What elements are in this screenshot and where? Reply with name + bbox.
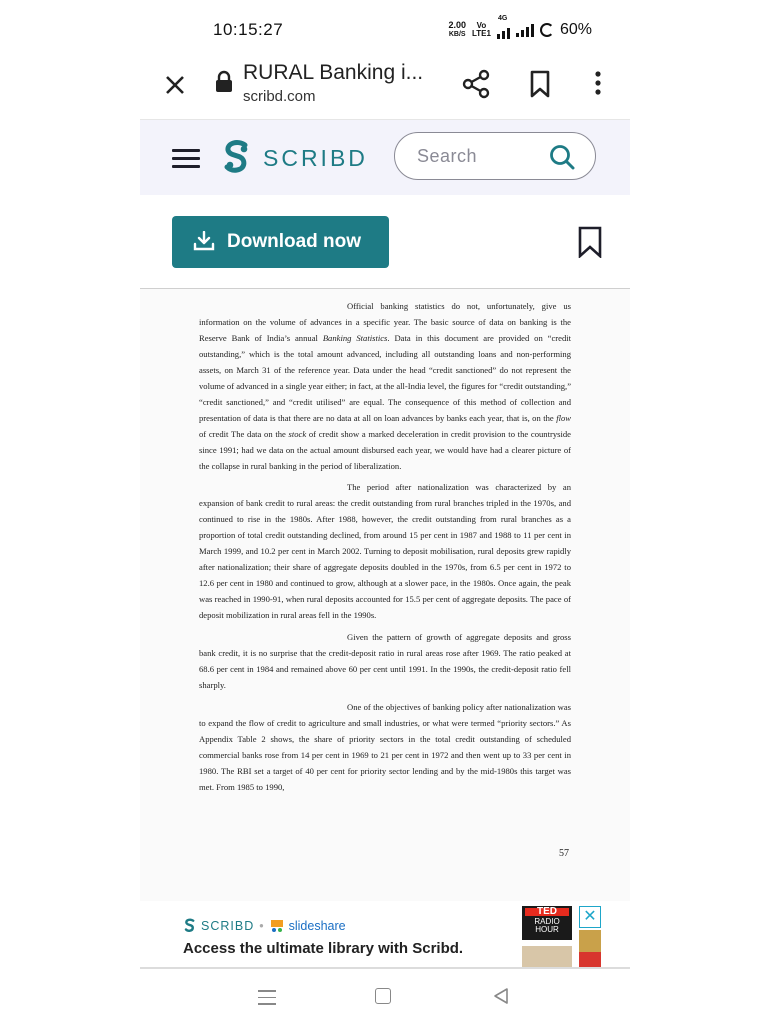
ad-thumbnail xyxy=(579,952,601,968)
ad-headline: Access the ultimate library with Scribd. xyxy=(183,940,464,957)
right-margin xyxy=(630,0,768,1024)
scribd-small-logo-icon xyxy=(184,918,196,933)
home-icon[interactable] xyxy=(375,988,391,1004)
phone-screen xyxy=(140,0,630,1024)
document-paragraph xyxy=(199,480,571,624)
italic-text: Banking Statistics xyxy=(322,332,388,343)
ad-thumbnail xyxy=(522,946,572,968)
volte-indicator: Vo LTE1 xyxy=(472,21,491,38)
bookmark-icon[interactable] xyxy=(524,68,556,100)
recent-apps-icon[interactable] xyxy=(258,990,276,1010)
paragraph-text: Given the pattern of growth of aggregate deposits and gross bank credit, it is no surprise that the credit-deposit ratio in rural areas rose after 1969. The ratio peaked at 68.6 per cent in 1984 and remained above 60 per cent until 1991. In the 1990s, the credit-deposit ratio fell sharply. xyxy=(199,632,571,690)
ad-banner[interactable] xyxy=(168,906,604,968)
paragraph-text: of credit show a marked deceleration in credit provision to the countryside since 1991; had we data on the actual amount disbursed each year, we would have had a clearer picture of the collapse in rural banking in the period of liberalization. xyxy=(199,428,571,471)
download-now-button[interactable] xyxy=(172,216,389,268)
close-icon xyxy=(164,74,186,96)
scribd-header xyxy=(140,120,630,195)
scribd-logo-icon[interactable] xyxy=(222,140,252,174)
italic-text: stock xyxy=(288,428,307,439)
network-speed: 2.00 KB/S xyxy=(448,20,466,38)
document-page xyxy=(140,289,630,901)
cell-signal-icon xyxy=(516,23,534,37)
slideshare-logo-icon xyxy=(270,919,284,933)
italic-text: flow xyxy=(556,412,571,423)
battery-icon xyxy=(540,23,554,37)
document-text xyxy=(199,299,571,802)
ted-radio-hour-thumbnail: TED RADIO HOUR xyxy=(522,906,572,940)
back-icon[interactable] xyxy=(492,987,510,1005)
scribd-logo-text[interactable]: SCRIBD xyxy=(263,145,368,171)
status-indicators xyxy=(448,15,592,39)
search-placeholder: Search xyxy=(417,146,478,166)
search-icon[interactable] xyxy=(549,144,575,170)
paragraph-text: . Data in this document are provided on “credit outstanding,” which is the total amount advanced, including all outstanding loans and non-performing assets, on March 31 of the reference year. Data under the head “credit sanctioned” do not represent the volume of advanced in a single year either; in fact, at the all-India level, the figures for “credit outstanding,” “credit sanctioned,” and “credit utilised” are equal. The consequence of this method of collection and presentation of data is that there are no data at all on loan advances by banks each year, that is, on the xyxy=(199,332,572,423)
battery-level: 60% xyxy=(559,21,592,38)
document-paragraph xyxy=(199,630,571,694)
close-tab-button[interactable] xyxy=(160,70,190,100)
paragraph-text: Official banking statistics do not, unfortunately, give us information on the volume of advances in a specific year. The basic source of data on banking is the Reserve Bank of India’s annual xyxy=(199,301,571,343)
network-4g-signal-icon: 4G xyxy=(497,21,510,39)
document-paragraph xyxy=(199,299,571,474)
download-label: Download now xyxy=(227,231,362,252)
share-icon[interactable] xyxy=(460,68,492,100)
paragraph-text: of credit The data on the xyxy=(199,428,289,439)
left-margin xyxy=(0,0,140,1024)
page-title[interactable]: RURAL Banking i... xyxy=(243,61,424,84)
search-input[interactable] xyxy=(394,132,596,180)
browser-toolbar xyxy=(140,56,630,120)
menu-icon[interactable] xyxy=(172,149,200,173)
ad-brand: SCRIBD • slideshare xyxy=(184,918,346,933)
paragraph-text: One of the objectives of banking policy after nationalization was to expand the flow of credit to agriculture and small industries, or what were termed “priority sectors.” As Appendix Table 2 shows, the share of priority sectors in the total credit outstanding of scheduled commercial banks rose from 14 per cent in 1969 to 21 per cent in 1972 and then went up to 33 per cent in 1980. The RBI set a target of 40 per cent for priority sector lending and by the mid-1980s this target was met. From 1985 to 1990, xyxy=(199,701,571,792)
paragraph-text: The period after nationalization was characterized by an expansion of bank credit to rural areas: the credit outstanding from rural branches tripled in the 1970s, and continued to rise in the 1980s. After 1988, however, the credit outstanding from rural branches as a proportion of total credit outstanding declined, from around 15 per cent in 1987 and 1988 to 11 per cent in March 1999, and 10.2 per cent in March 2002. Turning to deposit mobilisation, rural deposits grew rapidly after nationalization; their share of aggregate deposits doubled in the 1970s, from 6.5 per cent in 1972 to 12.6 per cent in 1980 and continued to grow, although at a slower pace, in the 1980s. Once again, the peak was reached in 1990-91, when rural deposits accounted for 15.5 per cent of aggregate deposits. The pace of deposit mobilization in rural areas fell in the 1990s. xyxy=(199,482,571,621)
download-icon xyxy=(193,231,215,251)
status-bar xyxy=(140,0,630,56)
save-document-bookmark-icon[interactable] xyxy=(577,226,603,258)
url-host[interactable]: scribd.com xyxy=(243,88,316,105)
document-paragraph xyxy=(199,700,571,796)
page-number: 57 xyxy=(559,848,569,859)
more-options-icon[interactable] xyxy=(582,68,614,100)
lock-icon xyxy=(215,70,233,94)
status-time: 10:15:27 xyxy=(213,20,284,39)
ad-close-button[interactable]: ✕ xyxy=(579,906,601,928)
system-navigation-bar xyxy=(140,969,630,1024)
